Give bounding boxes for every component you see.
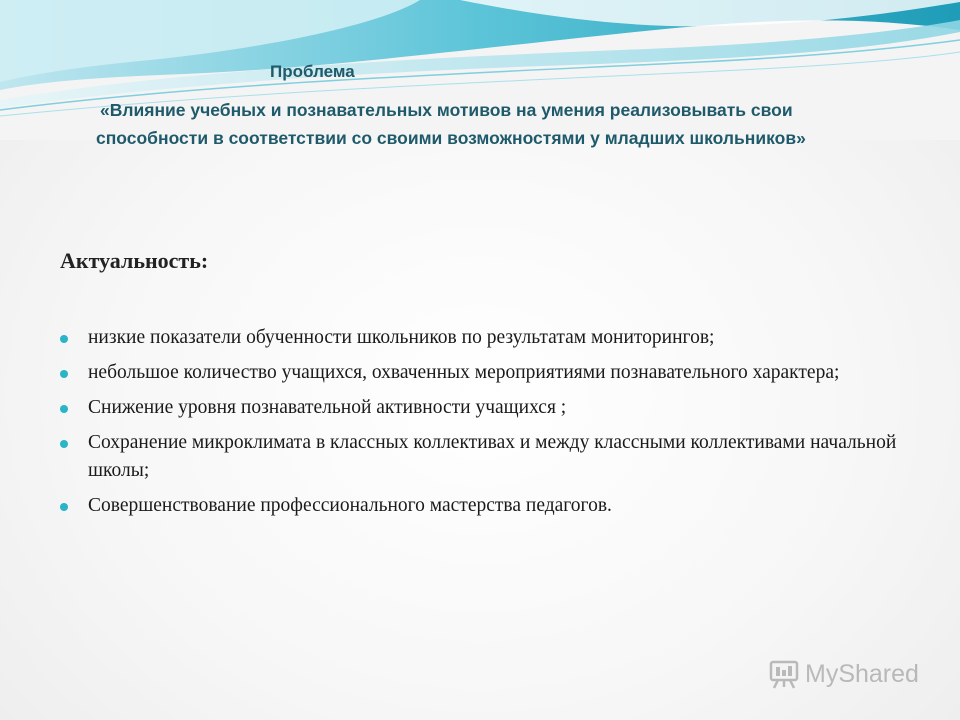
relevance-list [60, 324, 900, 527]
list-item-text: Совершенствование профессионального мастерства педагогов. [88, 495, 612, 516]
list-item-text: низкие показатели обученности школьников по результатам мониторингов; [88, 327, 715, 348]
problem-label: Проблема [270, 62, 355, 81]
list-item-text: Снижение уровня познавательной активности учащихся ; [88, 397, 567, 418]
bullet-icon [60, 503, 68, 511]
list-item [60, 359, 900, 387]
list-item [60, 394, 900, 422]
bullet-icon [60, 405, 68, 413]
presentation-board-icon [768, 658, 800, 690]
list-item [60, 429, 900, 485]
bullet-icon [60, 335, 68, 343]
list-item [60, 492, 900, 520]
watermark-brand: MyShared [805, 659, 919, 688]
bullet-icon [60, 440, 68, 448]
myshared-watermark[interactable] [768, 658, 919, 690]
list-item [60, 324, 900, 352]
topic-title: «Влияние учебных и познавательных мотивов на умения реализовывать свои способности в соответствии со своими возможностями у младших школьников» [96, 100, 806, 148]
relevance-heading: Актуальность: [60, 248, 209, 273]
list-item-text: небольшое количество учащихся, охваченных мероприятиями познавательного характера; [88, 362, 840, 383]
list-item-text: Сохранение микроклимата в классных коллективах и между классными коллективами начальной школы; [88, 432, 897, 481]
bullet-icon [60, 370, 68, 378]
